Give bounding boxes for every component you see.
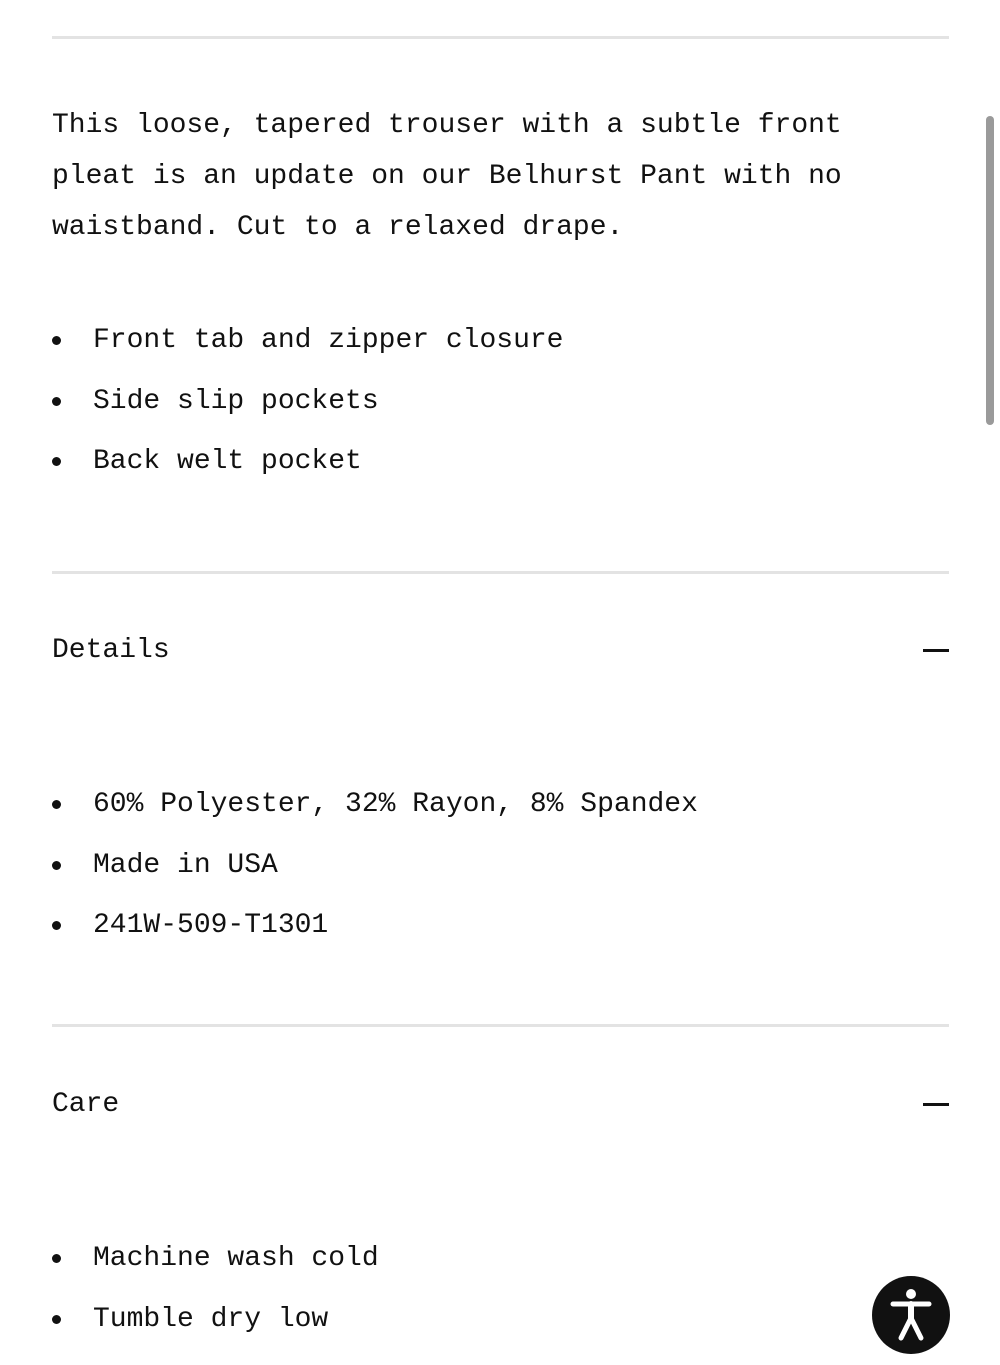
product-description: This loose, tapered trouser with a subtle front pleat is an update on our Belhurst Pant with no waistband. Cut to a relaxed drape. [52,110,842,243]
accessibility-button[interactable] [872,1276,950,1354]
list-item: Side slip pockets [52,387,949,417]
details-list [52,790,949,972]
collapse-minus-icon[interactable] [923,649,949,652]
feature-list [52,326,949,508]
list-item: Front tab and zipper closure [52,326,949,356]
bullet-icon [52,861,61,870]
bullet-icon [52,921,61,930]
details-accordion-header[interactable] [52,632,949,668]
collapse-minus-icon[interactable] [923,1103,949,1106]
list-item: 60% Polyester, 32% Rayon, 8% Spandex [52,790,949,820]
care-accordion-header[interactable] [52,1086,949,1122]
list-item: 241W-509-T1301 [52,911,949,941]
list-item: Back welt pocket [52,447,949,477]
care-title: Care [52,1088,120,1120]
list-item: Machine wash cold [52,1244,949,1274]
accessibility-icon [889,1286,933,1342]
details-title: Details [52,634,170,666]
care-list [52,1244,949,1365]
bullet-icon [52,1315,61,1324]
bullet-icon [52,800,61,809]
divider [52,36,949,39]
scrollbar-thumb[interactable] [986,116,994,425]
bullet-icon [52,457,61,466]
list-item: Made in USA [52,851,949,881]
bullet-icon [52,397,61,406]
divider [52,571,949,574]
list-item: Tumble dry low [52,1305,949,1335]
bullet-icon [52,1254,61,1263]
divider [52,1024,949,1027]
bullet-icon [52,336,61,345]
